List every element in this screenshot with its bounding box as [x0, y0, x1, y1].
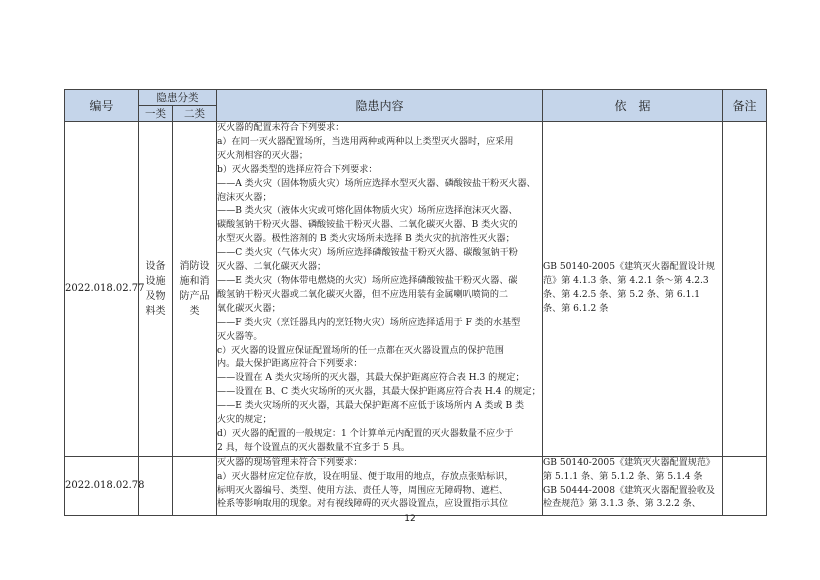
page-number: 12: [404, 514, 416, 524]
header-remark: 备注: [723, 90, 767, 122]
category-2: 消防设 施和消 防产品 类: [173, 122, 217, 457]
hazard-basis: GB 50140-2005《建筑灭火器配置规范》 第 5.1.1 条、第 5.1.2 条、第 5.1.4 条 GB 50444-2008《建筑灭火器配置验收及 检查规范》第 3.1.3 条、第 3.2.2 条、: [543, 456, 723, 515]
hazard-table: [64, 89, 767, 516]
header-id: 编号: [65, 90, 139, 122]
header-basis: 依 据: [543, 90, 723, 122]
header-content: 隐患内容: [217, 90, 543, 122]
header-category: 隐患分类: [139, 90, 217, 106]
table-row: [65, 122, 767, 457]
header-category-2: 二类: [173, 106, 217, 122]
hazard-content: 灭火器的现场管理未符合下列要求： a）灭火器材应定位存放，设在明显、便于取用的地点，存放点张贴标识， 标明灭火器编号、类型、使用方法、责任人等，周围应无障碍物、遮栏、 栓系等影响取用的现象。对有视线障碍的灭火器设置点，应设置指示其位: [217, 456, 543, 515]
remark-cell: [723, 456, 767, 515]
hazard-basis: GB 50140-2005《建筑灭火器配置设计规 范》第 4.1.3 条、第 4.2.1 条～第 4.2.3 条、第 4.2.5 条、第 5.2 条、第 6.1.1 条、第 6.1.2 条: [543, 122, 723, 457]
remark-cell: [723, 122, 767, 457]
row-id: 2022.018.02.78: [65, 456, 139, 515]
table-row: [65, 456, 767, 515]
category-2: [173, 456, 217, 515]
header-category-1: 一类: [139, 106, 173, 122]
row-id: 2022.018.02.77: [65, 122, 139, 457]
hazard-content: 灭火器的配置未符合下列要求： a）在同一灭火器配置场所，当选用两种或两种以上类型灭火器时，应采用 灭火剂相容的灭火器； b）灭火器类型的选择应符合下列要求： ——A 类火灾（固体物质火灾）场所应选择水型灭火器、磷酸铵盐干粉灭火器、 泡沫灭火器； ——B 类火灾（液体火灾或可熔化固体物质火灾）场所应选择泡沫灭火器、 碳酸氢钠干粉灭火器、磷酸铵盐干粉灭火器、二氧化碳灭火器、B 类火灾的 水型灭火器。极性溶剂的 B 类火灾场所未选择 B 类火灾的抗溶性灭火器； ——C 类火灾（气体火灾）场所应选择磷酸铵盐干粉灭火器、碳酸氢钠干粉 灭火器、二氧化碳灭火器； ——E 类火灾（物体带电燃烧的火灾）场所应选择磷酸铵盐干粉灭火器、碳 酸氢钠干粉灭火器或二氧化碳灭火器，但不应选用装有金属喇叭喷筒的二 氧化碳灭火器； ——F 类火灾（烹饪器具内的烹饪物火灾）场所应选择适用于 F 类的水基型 灭火器等。 c）灭火器的设置应保证配置场所的任一点都在灭火器设置点的保护范围 内。最大保护距离应符合下列要求： ——设置在 A 类火灾场所的灭火器，其最大保护距离应符合表 H.3 的规定； ——设置在 B、C 类火灾场所的灭火器，其最大保护距离应符合表 H.4 的规定； ——E 类火灾场所的灭火器，其最大保护距离不应低于该场所内 A 类或 B 类 火灾的规定； d）灭火器的配置的一般规定：1 个计算单元内配置的灭火器数量不应少于 2 具，每个设置点的灭火器数量不宜多于 5 具。: [217, 122, 543, 457]
category-1: 设备 设施 及物 料类: [139, 122, 173, 457]
